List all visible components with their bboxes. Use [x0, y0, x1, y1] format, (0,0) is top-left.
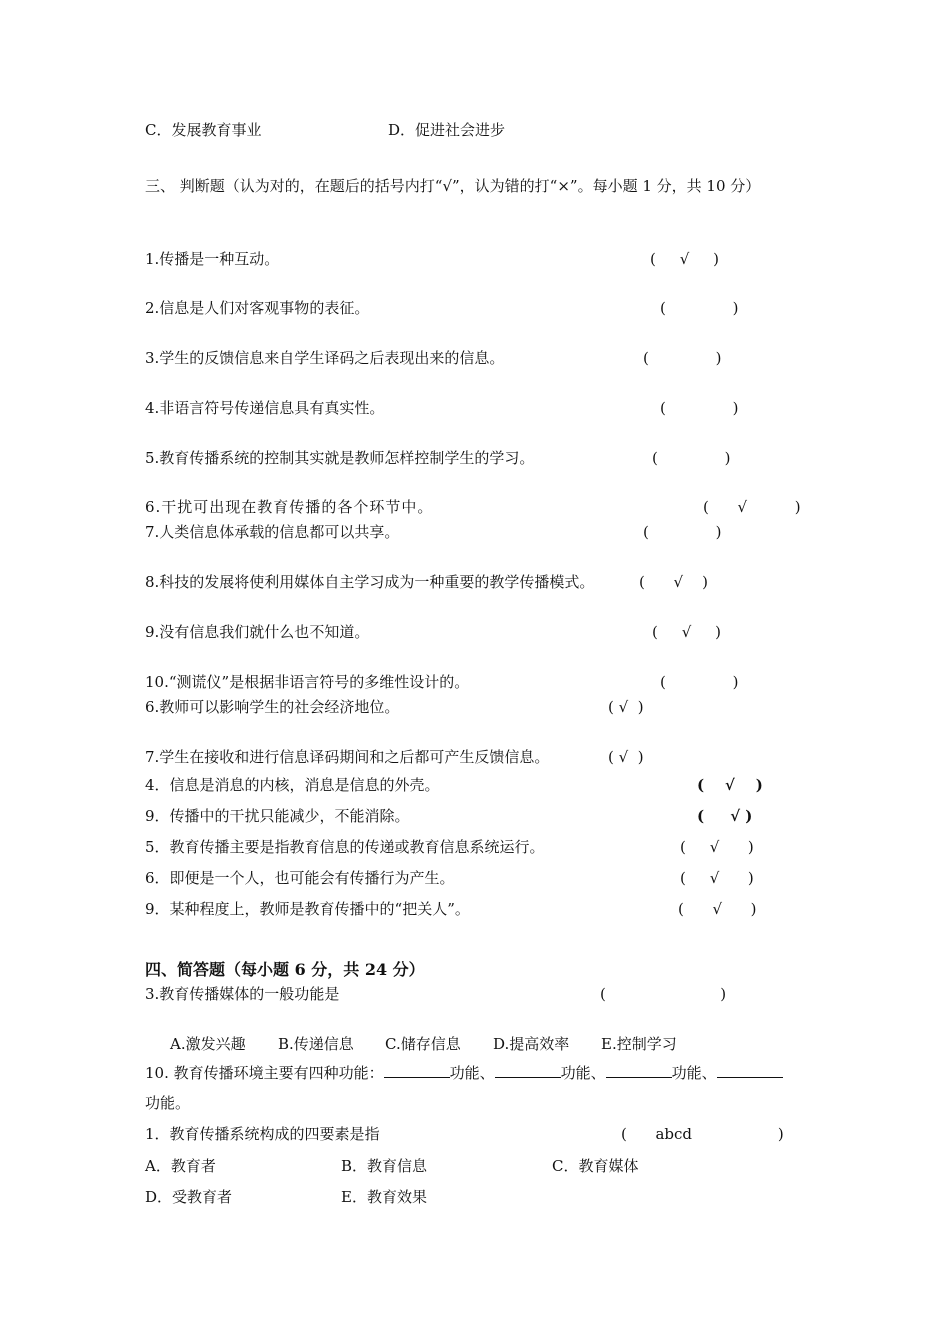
question-1-option: E．教育效果 [341, 1188, 427, 1206]
question-1-option: A．教育者 [145, 1157, 216, 1175]
tf-item-mark: ( √ ) [639, 573, 708, 591]
tf-item-mark: ( √ ) [650, 250, 719, 268]
tf-item-mark: ( √ ) [680, 869, 754, 887]
question-1-option: B．教育信息 [341, 1157, 428, 1175]
tf-item-text: 4.非语言符号传递信息具有真实性。 [145, 399, 385, 417]
tf-item-mark: ( √ ) [697, 807, 753, 825]
tf-item-mark: ( √ ) [678, 900, 757, 918]
option-d: D．促进社会进步 [388, 121, 506, 139]
tf-item-mark: ( ) [643, 523, 722, 541]
fill-blank [717, 1063, 783, 1078]
question-10-line [145, 1063, 783, 1083]
question-3-option: D.提高效率 [493, 1035, 570, 1053]
fill-blank [495, 1063, 561, 1078]
option-c: C．发展教育事业 [145, 121, 262, 139]
question-1-option: C．教育媒体 [552, 1157, 639, 1175]
question-1-text: 1．教育传播系统构成的四要素是指 [145, 1125, 380, 1143]
question-3-option: B.传递信息 [278, 1035, 354, 1053]
blank-unit: 功能、 [560, 1064, 606, 1082]
tf-item-mark: ( ) [652, 449, 731, 467]
fill-blank [384, 1063, 450, 1078]
tf-item-text: 5.教育传播系统的控制其实就是教师怎样控制学生的学习。 [145, 449, 535, 467]
tf-item-mark: ( √ ) [697, 776, 763, 794]
tf-item-mark: ( ) [643, 349, 722, 367]
tf-item-mark: ( ) [660, 673, 739, 691]
tf-item-text: 9．传播中的干扰只能减少，不能消除。 [145, 807, 410, 825]
question-1-mark: ( abcd ) [621, 1125, 784, 1143]
tf-item-text: 7.学生在接收和进行信息译码期间和之后都可产生反馈信息。 [145, 748, 550, 766]
fill-blank [606, 1063, 672, 1078]
blank-unit: 功能、 [671, 1064, 717, 1082]
question-3-option: E.控制学习 [601, 1035, 677, 1053]
question-10-tail: 功能。 [145, 1094, 191, 1112]
tf-item-text: 8.科技的发展将使利用媒体自主学习成为一种重要的教学传播模式。 [145, 573, 595, 591]
tf-item-mark: ( √ ) [608, 748, 644, 766]
tf-item-mark: ( √ ) [680, 838, 754, 856]
question-3-text: 3.教育传播媒体的一般功能是 [145, 985, 340, 1003]
tf-item-text: 9.没有信息我们就什么也不知道。 [145, 623, 370, 641]
tf-item-text: 6．即便是一个人，也可能会有传播行为产生。 [145, 869, 455, 887]
tf-item-text: 1.传播是一种互动。 [145, 250, 280, 268]
section-3-heading: 三、 判断题（认为对的，在题后的括号内打“√”，认为错的打“×”。每小题 1 分，共 10 分） [145, 177, 761, 195]
tf-item-text: 4．信息是消息的内核，消息是信息的外壳。 [145, 776, 440, 794]
blank-unit: 功能、 [449, 1064, 495, 1082]
tf-item-mark: ( √ ) [608, 698, 644, 716]
tf-item-mark: ( √ ) [703, 498, 801, 516]
tf-item-mark: ( ) [660, 299, 739, 317]
tf-item-mark: ( √ ) [652, 623, 721, 641]
section-4-heading: 四、简答题（每小题 6 分，共 24 分） [145, 960, 425, 979]
question-1-option: D．受教育者 [145, 1188, 233, 1206]
tf-item-text: 2.信息是人们对客观事物的表征。 [145, 299, 370, 317]
question-10-prefix: 10. 教育传播环境主要有四种功能： [145, 1064, 384, 1082]
tf-item-text: 9．某种程度上，教师是教育传播中的“把关人”。 [145, 900, 470, 918]
tf-item-text: 7.人类信息体承载的信息都可以共享。 [145, 523, 400, 541]
tf-item-text: 5．教育传播主要是指教育信息的传递或教育信息系统运行。 [145, 838, 545, 856]
question-3-option: C.储存信息 [385, 1035, 461, 1053]
tf-item-mark: ( ) [660, 399, 739, 417]
question-3-option: A.激发兴趣 [170, 1035, 246, 1053]
tf-item-text: 10.“测谎仪”是根据非语言符号的多维性设计的。 [145, 673, 470, 691]
tf-item-text: 6.干扰可出现在教育传播的各个环节中。 [145, 498, 434, 516]
tf-item-text: 3.学生的反馈信息来自学生译码之后表现出来的信息。 [145, 349, 505, 367]
tf-item-text: 6.教师可以影响学生的社会经济地位。 [145, 698, 400, 716]
question-3-mark: ( ) [600, 985, 727, 1003]
